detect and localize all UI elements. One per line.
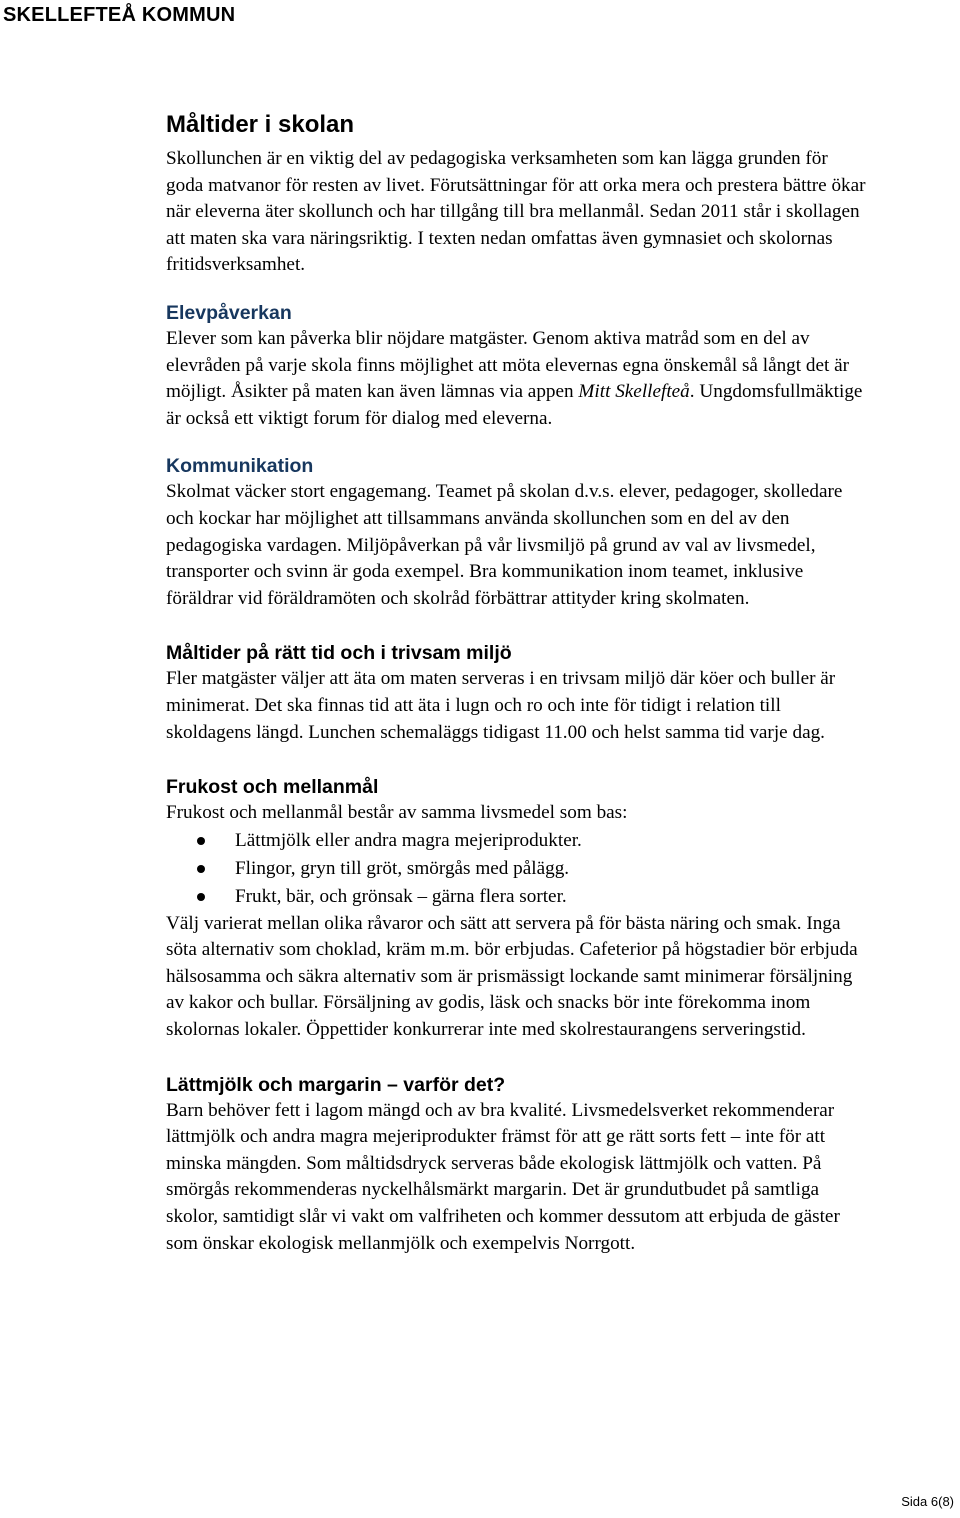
section-elevpaverkan — [166, 300, 866, 432]
list-item-text: Frukt, bär, och grönsak – gärna flera sorter. — [235, 885, 567, 907]
text-after-app: . Ungdomsfullmäktige är också ett viktigt forum för dialog med eleverna. — [166, 381, 863, 429]
text-before-app: Elever som kan påverka blir nöjdare matgäster. Genom aktiva matråd som en del av elevråden på varje skola finns möjlighet att möta elevernas egna önskemål så långt det är möjligt. Åsikter på maten kan även lämnas via appen — [166, 327, 850, 403]
section-heading-elevpaverkan: Elevpåverkan — [166, 301, 292, 324]
bullet-list — [166, 827, 866, 911]
bullet-icon — [197, 893, 205, 901]
section-kommunikation — [166, 453, 866, 612]
section-heading-maltider: Måltider på rätt tid och i trivsam miljö — [166, 642, 512, 665]
section-heading-lattmjolk: Lättmjölk och margarin – varför det? — [166, 1073, 506, 1096]
app-name: Mitt Skellefteå — [578, 381, 690, 403]
section-text-kommunikation: Skolmat väcker stort engagemang. Teamet på skolan d.v.s. elever, pedagoger, skolledare och kockar har möjlighet att tillsammans använda skollunchen som en del av den pedagogiska vardagen. Miljöpåverkan på vår livsmiljö på grund av val av livsmedel, transporter och svinn är goda exempel. Bra kommunikation inom teamet, inklusive föräldrar vid föräldramöten och skolråd förbättrar attityder kring skolmaten. — [166, 481, 843, 609]
list-item — [166, 827, 866, 855]
section-text-frukost: Välj varierat mellan olika råvaror och sätt att servera på för bästa näring och smak. Inga söta alternativ som choklad, kräm m.m. bör erbjudas. Cafeterior på högstadier bör erbjuda hälsosamma och säkra alternativ som är prismässigt lockande samt minimerar försäljning av kakor och bullar. Försäljning av godis, läsk och snacks bör inte förekomma inom skolornas lokaler. Öppettider konkurrerar inte med skolrestaurangens serveringstid. — [166, 912, 858, 1041]
section-lead-frukost: Frukost och mellanmål består av samma livsmedel som bas: — [166, 802, 628, 824]
list-item-text: Flingor, gryn till gröt, smörgås med pålägg. — [235, 857, 570, 879]
bullet-icon — [197, 865, 205, 873]
section-heading-kommunikation: Kommunikation — [166, 455, 314, 478]
section-text-elevpaverkan — [166, 326, 866, 432]
list-item-text: Lättmjölk eller andra magra mejeriprodukter. — [235, 829, 582, 851]
document-body — [166, 110, 866, 1257]
list-item — [166, 883, 866, 911]
page-title: Måltider i skolan — [166, 111, 355, 138]
section-lattmjolk — [166, 1072, 866, 1258]
section-frukost — [166, 774, 866, 1044]
section-text-maltider: Fler matgäster väljer att äta om maten serveras i en trivsam miljö där köer och buller är minimerat. Det ska finnas tid att äta i lugn och ro och inte för tidigt i relation till skoldagens längd. Lunchen schemaläggs tidigast 11.00 och helst samma tid varje dag. — [166, 668, 836, 743]
document-header: SKELLEFTEÅ KOMMUN — [3, 4, 236, 26]
intro-paragraph: Skollunchen är en viktig del av pedagogiska verksamheten som kan lägga grunden för goda matvanor för resten av livet. Förutsättningar för att orka mera och prestera bättre ökar när eleverna äter skollunch och har tillgång till bra mellanmål. Sedan 2011 står i skollagen att maten ska vara näringsriktig. I texten nedan omfattas även gymnasiet och skolornas fritidsverksamhet. — [166, 148, 866, 276]
section-text-lattmjolk: Barn behöver fett i lagom mängd och av bra kvalité. Livsmedelsverket rekommenderar lättmjölk och andra magra mejeriprodukter främst för att ge rätt sorts fett – inte för att minska mängden. Som måltidsdryck serveras både ekologisk lättmjölk och vatten. På smörgås rekommenderas nyckelhålsmärkt margarin. Det är grundutbudet på samtliga skolor, samtidigt slår vi vakt om valfriheten och kommer dessutom att erbjuda de gäster som önskar ekologisk mellanmjölk och exempelvis Norrgott. — [166, 1099, 840, 1254]
page-number: Sida 6(8) — [901, 1494, 954, 1509]
list-item — [166, 855, 866, 883]
section-maltider — [166, 640, 866, 746]
section-heading-frukost: Frukost och mellanmål — [166, 776, 379, 799]
bullet-icon — [197, 837, 205, 845]
